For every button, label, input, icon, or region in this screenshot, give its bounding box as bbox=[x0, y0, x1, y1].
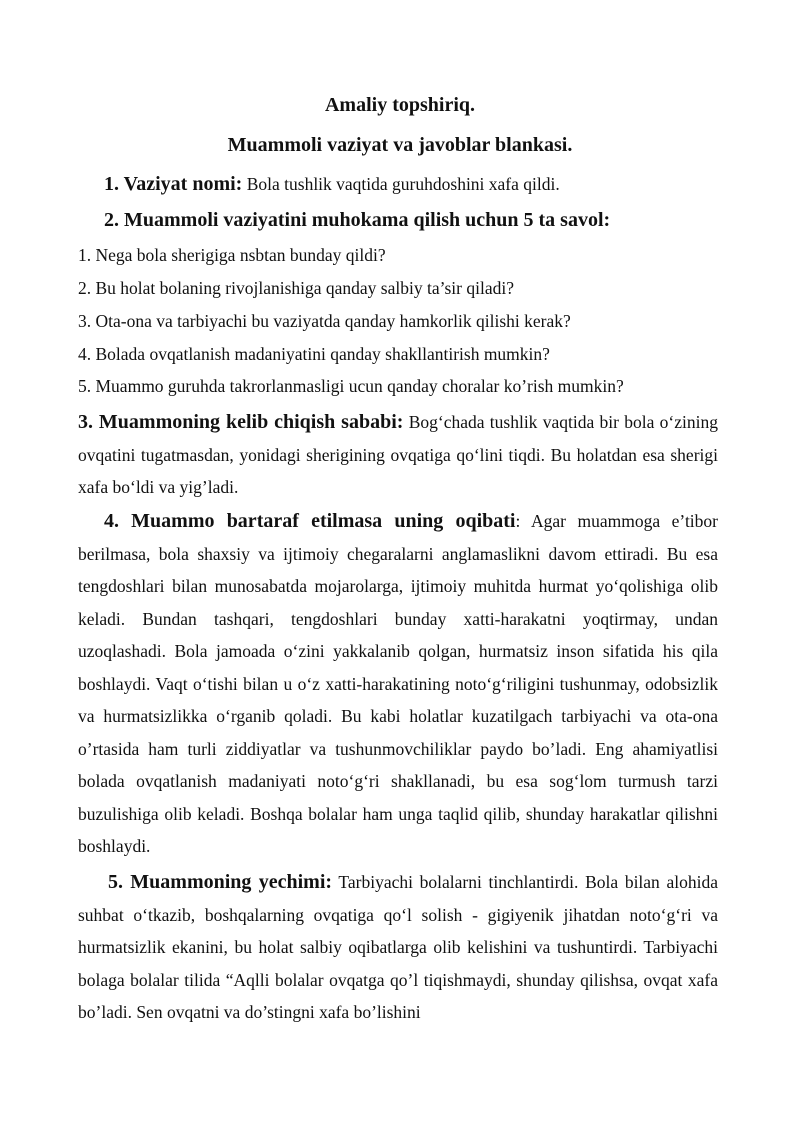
question-item: 5. Muammo guruhda takrorlanmasligi ucun qanday choralar ko’rish mumkin? bbox=[78, 376, 624, 396]
page-subtitle: Muammoli vaziyat va javoblar blankasi. bbox=[227, 134, 573, 156]
section-questions-heading bbox=[104, 206, 764, 234]
section-text: Bog‘chada tushlik vaqtida bir bola o‘zining ovqatini tugatmasdan, yonidagi sherigining ovqatiga qo‘lini tiqdi. Bu holatdan esa sherigi xafa bo‘ldi va yig’ladi. bbox=[78, 412, 718, 497]
section-consequence bbox=[78, 505, 718, 863]
section-heading: 5. Muammoning yechimi: bbox=[108, 871, 333, 893]
question-item: 3. Ota-ona va tarbiyachi bu vaziyatda qanday hamkorlik qilishi kerak? bbox=[78, 311, 571, 331]
section-heading: 1. Vaziyat nomi: bbox=[104, 173, 243, 195]
question-item: 1. Nega bola sherigiga nsbtan bunday qildi? bbox=[78, 245, 386, 265]
question-item: 2. Bu holat bolaning rivojlanishiga qanday salbiy ta’sir qiladi? bbox=[78, 278, 514, 298]
section-text: : Agar muammoga e’tibor berilmasa, bola shaxsiy va ijtimoiy chegaralarni anglamaslikni davom ettiradi. Bu esa tengdoshlari bilan munosabatda mojarolarga, ijtimoiy muhitda hurmat yo‘qolishiga olib keladi. Bundan tashqari, tengdoshlari bunday xatti-harakatni yoqtirmay, undan uzoqlashadi. Bola jamoada o‘zini yakkalanib qolgan, hurmatsiz inson sifatida his qila boshlaydi. Vaqt o‘tishi bilan u o‘z xatti-harakatining noto‘g‘riligini tushunmay, odobsizlik va hurmatsizlikka o‘rganib qoladi. Bu kabi holatlar kuzatilgach tarbiyachi va ota-ona o’rtasida ham turli ziddiyatlar va tushunmovchiliklar paydo bo’ladi. Eng ahamiyatlisi bolada ovqatlanish madaniyati noto‘g‘ri shakllanadi, bu esa sog‘lom turmush tarzi buzulishiga olib keladi. Boshqa bolalar ham unga taqlid qilib, shunday harakatlar qilishni boshlaydi. bbox=[78, 511, 718, 856]
section-cause bbox=[78, 406, 718, 504]
question-item: 4. Bolada ovqatlanish madaniyatini qanday shakllantirish mumkin? bbox=[78, 344, 550, 364]
page-title: Amaliy topshiriq. bbox=[324, 94, 476, 116]
section-text: Bola tushlik vaqtida guruhdoshini xafa qildi. bbox=[242, 174, 560, 194]
section-solution bbox=[78, 866, 718, 1029]
section-situation-name bbox=[104, 170, 764, 198]
section-heading: 4. Muammo bartaraf etilmasa uning oqibati bbox=[104, 510, 516, 532]
section-heading: 2. Muammoli vaziyatini muhokama qilish uchun 5 ta savol: bbox=[104, 209, 611, 231]
section-heading: 3. Muammoning kelib chiqish sababi: bbox=[78, 411, 404, 433]
section-text: Tarbiyachi bolalarni tinchlantirdi. Bola bilan alohida suhbat o‘tkazib, boshqalarning ovqatiga qo‘l solish - gigiyenik jihatdan noto‘g‘ri va hurmatsizlik ekanini, bu holat salbiy oqibatlarga olib kelishini va tushuntirdi. Tarbiyachi bolaga bolalar tilida “Aqlli bolalar ovqatga qo’l tiqishmaydi, shunday qilishsa, ovqat xafa bo’ladi. Sen ovqatni va do’stingni xafa bo’lishini bbox=[78, 872, 718, 1022]
